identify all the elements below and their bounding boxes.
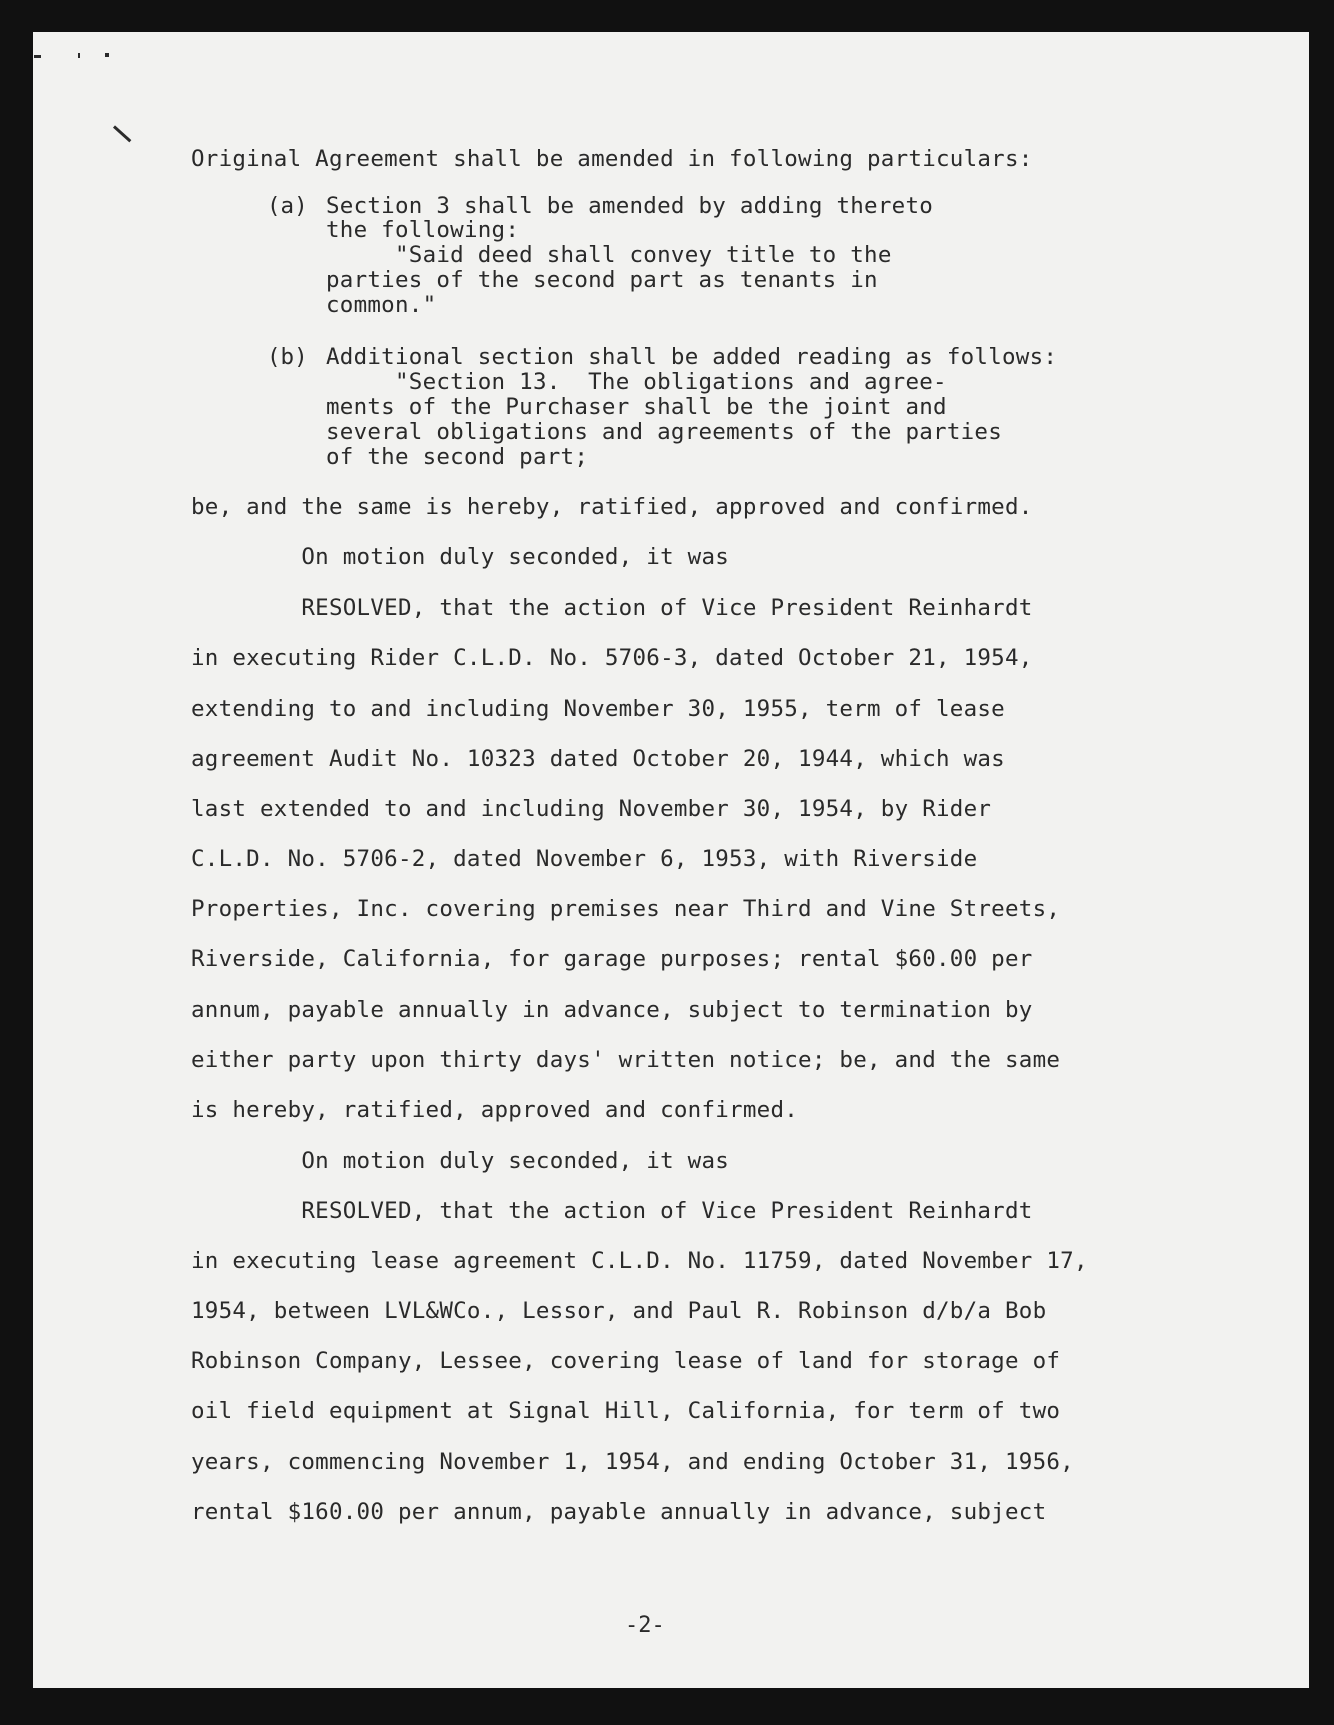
intro-line: Original Agreement shall be amended in following particulars: — [191, 146, 1033, 172]
body-line: be, and the same is hereby, ratified, approved and confirmed. — [191, 494, 1033, 520]
item-b-line: ments of the Purchaser shall be the joint and — [326, 394, 947, 420]
stray-mark — [113, 125, 131, 142]
body-line: Riverside, California, for garage purposes; rental $60.00 per — [191, 946, 1033, 972]
item-a-line: "Said deed shall convey title to the — [326, 242, 892, 268]
item-a-line: common." — [326, 292, 437, 318]
body-line: Robinson Company, Lessee, covering lease of land for storage of — [191, 1348, 1061, 1374]
body-line: in executing Rider C.L.D. No. 5706-3, dated October 21, 1954, — [191, 645, 1033, 671]
stray-mark — [34, 55, 41, 58]
body-line: last extended to and including November 30, 1954, by Rider — [191, 796, 992, 822]
body-line: years, commencing November 1, 1954, and ending October 31, 1956, — [191, 1449, 1074, 1475]
body-line: Properties, Inc. covering premises near Third and Vine Streets, — [191, 896, 1061, 922]
item-b-line: Additional section shall be added reading as follows: — [326, 344, 1058, 370]
body-line: extending to and including November 30, 1955, term of lease — [191, 696, 1005, 722]
item-b-line: several obligations and agreements of the parties — [326, 419, 1003, 445]
item-b-line: "Section 13. The obligations and agree- — [326, 369, 947, 395]
body-line: annum, payable annually in advance, subject to termination by — [191, 997, 1033, 1023]
document-page — [33, 32, 1309, 1688]
item-a-line: Section 3 shall be amended by adding thereto — [326, 193, 934, 219]
stray-mark — [78, 53, 80, 58]
body-line: oil field equipment at Signal Hill, California, for term of two — [191, 1398, 1061, 1424]
body-line: 1954, between LVL&WCo., Lessor, and Paul R. Robinson d/b/a Bob — [191, 1298, 1047, 1324]
item-a-label: (a) — [267, 193, 308, 219]
body-line: either party upon thirty days' written notice; be, and the same — [191, 1047, 1061, 1073]
body-line: C.L.D. No. 5706-2, dated November 6, 1953, with Riverside — [191, 846, 978, 872]
body-line: agreement Audit No. 10323 dated October 20, 1944, which was — [191, 746, 1005, 772]
body-line: RESOLVED, that the action of Vice President Reinhardt — [191, 1198, 1033, 1224]
page-number: -2- — [625, 1613, 665, 1638]
item-b-label: (b) — [267, 344, 308, 370]
body-line: On motion duly seconded, it was — [191, 544, 730, 570]
item-a-line: the following: — [326, 217, 520, 243]
body-line: is hereby, ratified, approved and confirmed. — [191, 1097, 799, 1123]
stray-mark — [105, 53, 109, 57]
item-b-line: of the second part; — [326, 444, 589, 470]
body-line: rental $160.00 per annum, payable annually in advance, subject — [191, 1499, 1047, 1525]
item-a-line: parties of the second part as tenants in — [326, 267, 878, 293]
body-line: in executing lease agreement C.L.D. No. 11759, dated November 17, — [191, 1248, 1088, 1274]
body-line: RESOLVED, that the action of Vice President Reinhardt — [191, 595, 1033, 621]
body-line: On motion duly seconded, it was — [191, 1148, 730, 1174]
